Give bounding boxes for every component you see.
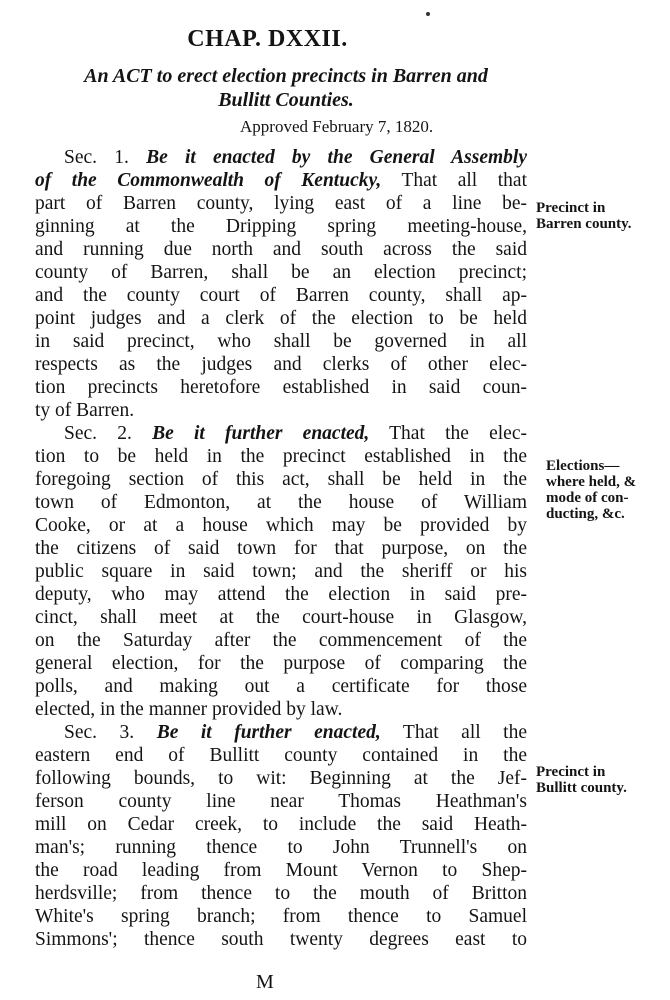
section-1-line — [35, 261, 527, 284]
text-run: town of Edmonton, at the house of William — [35, 492, 527, 513]
margin-note-line: Precinct in — [536, 200, 606, 216]
text-run: respects as the judges and clerks of other elec- — [35, 354, 527, 375]
section-2-line — [35, 606, 527, 629]
section-3-line — [35, 928, 527, 951]
text-run: ty of Barren. — [35, 400, 135, 421]
text-run: mill on Cedar creek, to include the said Heath- — [35, 814, 527, 835]
section-1-line — [35, 399, 527, 422]
margin-note-bullitt — [536, 764, 627, 796]
text-run: Cooke, or at a house which may be provided by — [35, 515, 527, 536]
text-run: ferson county line near Thomas Heathman's — [35, 791, 527, 812]
act-body — [35, 146, 527, 951]
margin-note-line: mode of con- — [546, 490, 629, 506]
enacting-clause: Be it further enacted, — [156, 722, 381, 743]
text-run: elected, in the manner provided by law. — [35, 699, 343, 720]
text-run: polls, and making out a certificate for those — [35, 676, 527, 697]
margin-note-line: ducting, &c. — [546, 506, 625, 522]
text-run: deputy, who may attend the election in said pre- — [35, 584, 527, 605]
text-run: That the elec- — [369, 423, 527, 444]
section-3-line — [35, 882, 527, 905]
text-run: and the county court of Barren county, shall ap- — [35, 285, 527, 306]
section-1-line — [35, 376, 527, 399]
section-1-line — [35, 146, 527, 169]
section-3-line — [35, 790, 527, 813]
margin-note-barren — [536, 200, 632, 232]
text-run: Sec. 3. — [64, 722, 157, 743]
text-run: Sec. 1. — [64, 147, 147, 168]
margin-note-line: Bullitt county. — [536, 780, 627, 796]
section-2-line — [35, 537, 527, 560]
section-1-line — [35, 215, 527, 238]
text-run: public square in said town; and the sheriff or his — [35, 561, 527, 582]
section-2-line — [35, 583, 527, 606]
section-2-line — [35, 629, 527, 652]
section-3-line — [35, 836, 527, 859]
text-run: Simmons'; thence south twenty degrees east to — [35, 929, 527, 950]
text-run: Sec. 2. — [64, 423, 153, 444]
text-run: on the Saturday after the commencement of the — [35, 630, 527, 651]
section-1-line — [35, 330, 527, 353]
text-run: county of Barren, shall be an election precinct; — [35, 262, 527, 283]
text-run: herdsville; from thence to the mouth of Britton — [35, 883, 527, 904]
margin-note-line: Precinct in — [536, 764, 606, 780]
section-2-line — [35, 675, 527, 698]
act-title-line-1: An ACT to erect election precincts in Barren and — [84, 65, 488, 87]
section-2-line — [35, 652, 527, 675]
enacting-clause: Be it enacted by the General Assembly — [146, 147, 527, 168]
text-run: the road leading from Mount Vernon to Shep- — [35, 860, 527, 881]
act-title — [36, 64, 536, 112]
catchword: M — [256, 971, 274, 993]
text-run: tion to be held in the precinct established in the — [35, 446, 527, 467]
text-run: That all the — [380, 722, 527, 743]
margin-note-line: Elections— — [546, 458, 620, 474]
margin-note-line: Barren county. — [536, 216, 632, 232]
text-run: That all that — [381, 170, 527, 191]
text-run: cinct, shall meet at the court-house in Glasgow, — [35, 607, 527, 628]
section-2-line — [35, 514, 527, 537]
section-1-line — [35, 169, 527, 192]
section-1-line — [35, 192, 527, 215]
section-2-line — [35, 491, 527, 514]
enacting-clause: Be it further enacted, — [152, 423, 370, 444]
text-run: part of Barren county, lying east of a line be- — [35, 193, 527, 214]
section-2-line — [35, 445, 527, 468]
text-run: general election, for the purpose of comparing the — [35, 653, 527, 674]
section-1-line — [35, 284, 527, 307]
text-run: and running due north and south across the said — [35, 239, 527, 260]
section-3-line — [35, 721, 527, 744]
text-run: following bounds, to wit: Beginning at the Jef- — [35, 768, 527, 789]
section-2-line — [35, 698, 527, 721]
section-1-line — [35, 353, 527, 376]
text-run: foregoing section of this act, shall be held in the — [35, 469, 527, 490]
text-run: man's; running thence to John Trunnell's on — [35, 837, 527, 858]
approval-date: Approved February 7, 1820. — [240, 117, 434, 136]
section-3-line — [35, 859, 527, 882]
text-run: ginning at the Dripping spring meeting-house, — [35, 216, 527, 237]
act-title-line-2: Bullitt Counties. — [218, 89, 354, 111]
section-1-line — [35, 238, 527, 261]
section-3-line — [35, 905, 527, 928]
text-run: in said precinct, who shall be governed in all — [35, 331, 527, 352]
text-run: point judges and a clerk of the election to be held — [35, 308, 527, 329]
text-run: White's spring branch; from thence to Samuel — [35, 906, 527, 927]
ink-speck — [426, 12, 430, 16]
section-2-line — [35, 468, 527, 491]
margin-note-elections — [546, 458, 636, 522]
section-3-line — [35, 813, 527, 836]
enacting-clause: of the Commonwealth of Kentucky, — [35, 170, 382, 191]
text-run: the citizens of said town for that purpose, on the — [35, 538, 527, 559]
section-1-line — [35, 307, 527, 330]
chapter-heading: CHAP. DXXII. — [187, 26, 348, 52]
section-2-line — [35, 422, 527, 445]
section-2-line — [35, 560, 527, 583]
text-run: eastern end of Bullitt county contained in the — [35, 745, 527, 766]
text-run: tion precincts heretofore established in said coun- — [35, 377, 527, 398]
section-3-line — [35, 744, 527, 767]
margin-note-line: where held, & — [546, 474, 637, 490]
section-3-line — [35, 767, 527, 790]
